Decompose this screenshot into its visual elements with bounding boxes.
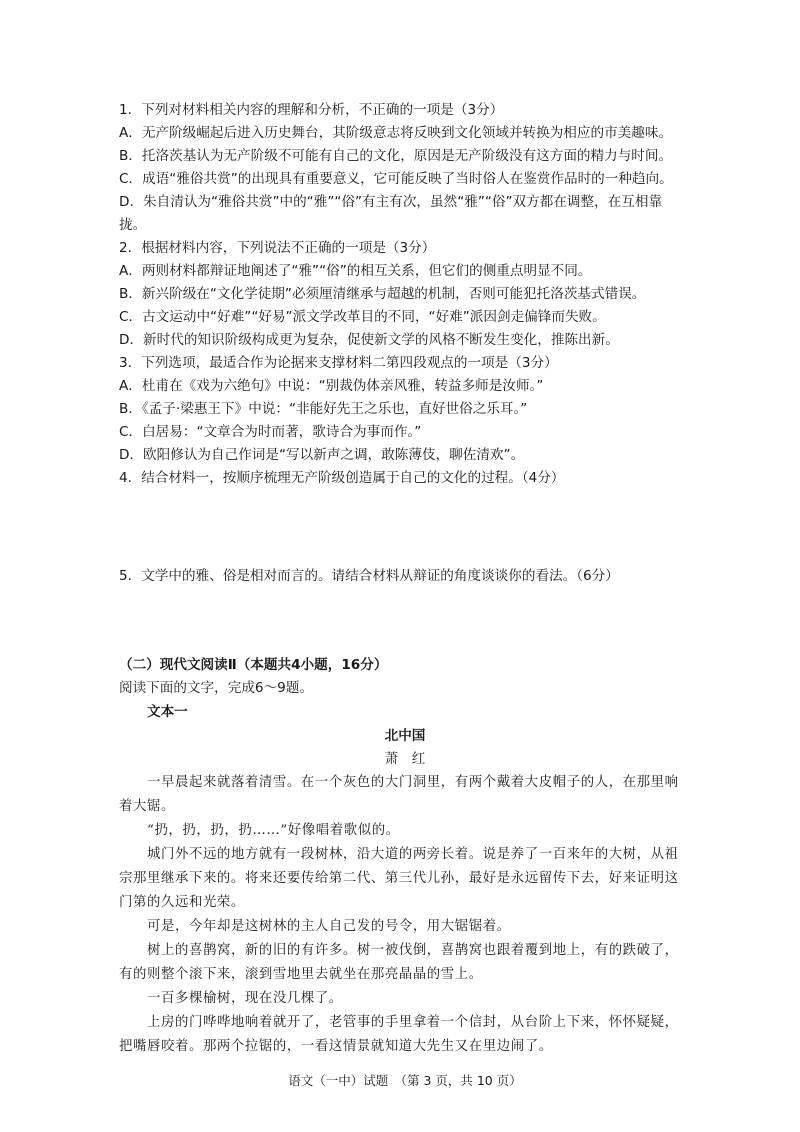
passage-line: 树上的喜鹊窝，新的旧的有许多。树一被伐倒，喜鹊窝也跟着覆到地上，有的跌破了， (147, 943, 679, 958)
question-3-stem: 3．下列选项，最适合作为论据来支撑材料二第四段观点的一项是（3分） (119, 355, 558, 371)
question-2-option-c: C．古文运动中“好难”“好易”派文学改革目的不同，“好难”派因剑走偏锋而失败。 (119, 309, 606, 325)
question-1-stem: 1．下列对材料相关内容的理解和分析，不正确的一项是（3分） (119, 102, 504, 118)
question-2-option-d: D．新时代的知识阶级构成更为复杂，促使新文学的风格不断发生变化，推陈出新。 (119, 332, 619, 348)
page-footer: 语文（一中）试题 （第 3 页，共 10 页） (288, 1073, 522, 1088)
question-3-option-c: C．白居易：“文章合为时而著，歌诗合为事而作。” (119, 424, 422, 440)
question-2-option-b: B．新兴阶级在“文化学徒期”必须厘清继承与超越的机制，否则可能犯托洛茨基式错误。 (119, 286, 646, 302)
passage-line: 把嘴唇咬着。那两个拉锯的，一看这情景就知道大先生又在里边闹了。 (119, 1039, 553, 1054)
passage-author: 萧 红 (384, 751, 426, 767)
passage-line: 宗那里继承下来的。将来还要传给第二代、第三代儿孙，最好是永远留传下去，好来证明这 (119, 871, 679, 886)
passage-line: 有的则整个滚下来，滚到雪地里去就坐在那亮晶晶的雪上。 (119, 967, 483, 982)
passage-line: 一百多棵榆树，现在没几棵了。 (147, 991, 343, 1006)
question-2-stem: 2．根据材料内容，下列说法不正确的一项是（3分） (119, 240, 436, 256)
passage-line: “扔，扔，扔，扔……”好像唱着歌似的。 (147, 823, 400, 838)
passage-line: 城门外不远的地方就有一段树林，沿大道的两旁长着。说是养了一百来年的大树，从祖 (147, 847, 679, 862)
question-3-option-d: D．欧阳修认为自己作词是“写以新声之调，敢陈薄伎，聊佐清欢”。 (119, 447, 525, 463)
question-1-option-a: A．无产阶级崛起后进入历史舞台，其阶级意志将反映到文化领域并转换为相应的市美趣味。 (119, 125, 673, 141)
passage-title: 北中国 (384, 728, 426, 744)
question-1-option-d: D．朱自清认为“雅俗共赏”中的“雅”“俗”有主有次，虽然“雅”“俗”双方都在调整，在互相靠 (119, 194, 663, 210)
question-1-option-b: B．托洛茨基认为无产阶级不可能有自己的文化，原因是无产阶级没有这方面的精力与时间。 (119, 148, 673, 164)
question-2-option-a: A．两则材料都辩证地阐述了“雅”“俗”的相互关系，但它们的侧重点明显不同。 (119, 263, 592, 279)
passage-line: 上房的门哗哗地响着就开了，老管事的手里拿着一个信封，从台阶上下来，怀怀疑疑， (147, 1015, 679, 1030)
question-4: 4．结合材料一，按顺序梳理无产阶级创造属于自己的文化的过程。（4分） (119, 470, 565, 486)
passage-line: 可是，今年却是这树林的主人自己发的号令，用大锯锯着。 (147, 919, 511, 934)
question-3-option-b: B．《孟子·梁惠王下》中说：“非能好先王之乐也，直好世俗之乐耳。” (119, 401, 528, 417)
passage-line: 门第的久远和光荣。 (119, 895, 245, 910)
question-3-option-a: A．杜甫在《戏为六绝句》中说：“别裁伪体亲风雅，转益多师是汝师。” (119, 378, 544, 394)
passage-line: 着大锯。 (119, 799, 175, 814)
text-label: 文本一 (147, 704, 188, 720)
question-1-option-d-continued: 拢。 (119, 217, 147, 233)
question-5: 5．文学中的雅、俗是相对而言的。请结合材料从辩证的角度谈谈你的看法。（6分） (119, 568, 619, 584)
section-instruction: 阅读下面的文字，完成6～9题。 (119, 680, 314, 696)
section-heading: （二）现代文阅读Ⅱ（本题共4小题，16分） (119, 657, 388, 673)
passage-line: 一早晨起来就落着清雪。在一个灰色的大门洞里，有两个戴着大皮帽子的人，在那里响 (147, 775, 679, 790)
question-1-option-c: C．成语“雅俗共赏”的出现具有重要意义，它可能反映了当时俗人在鉴赏作品时的一种趋向。 (119, 171, 673, 187)
